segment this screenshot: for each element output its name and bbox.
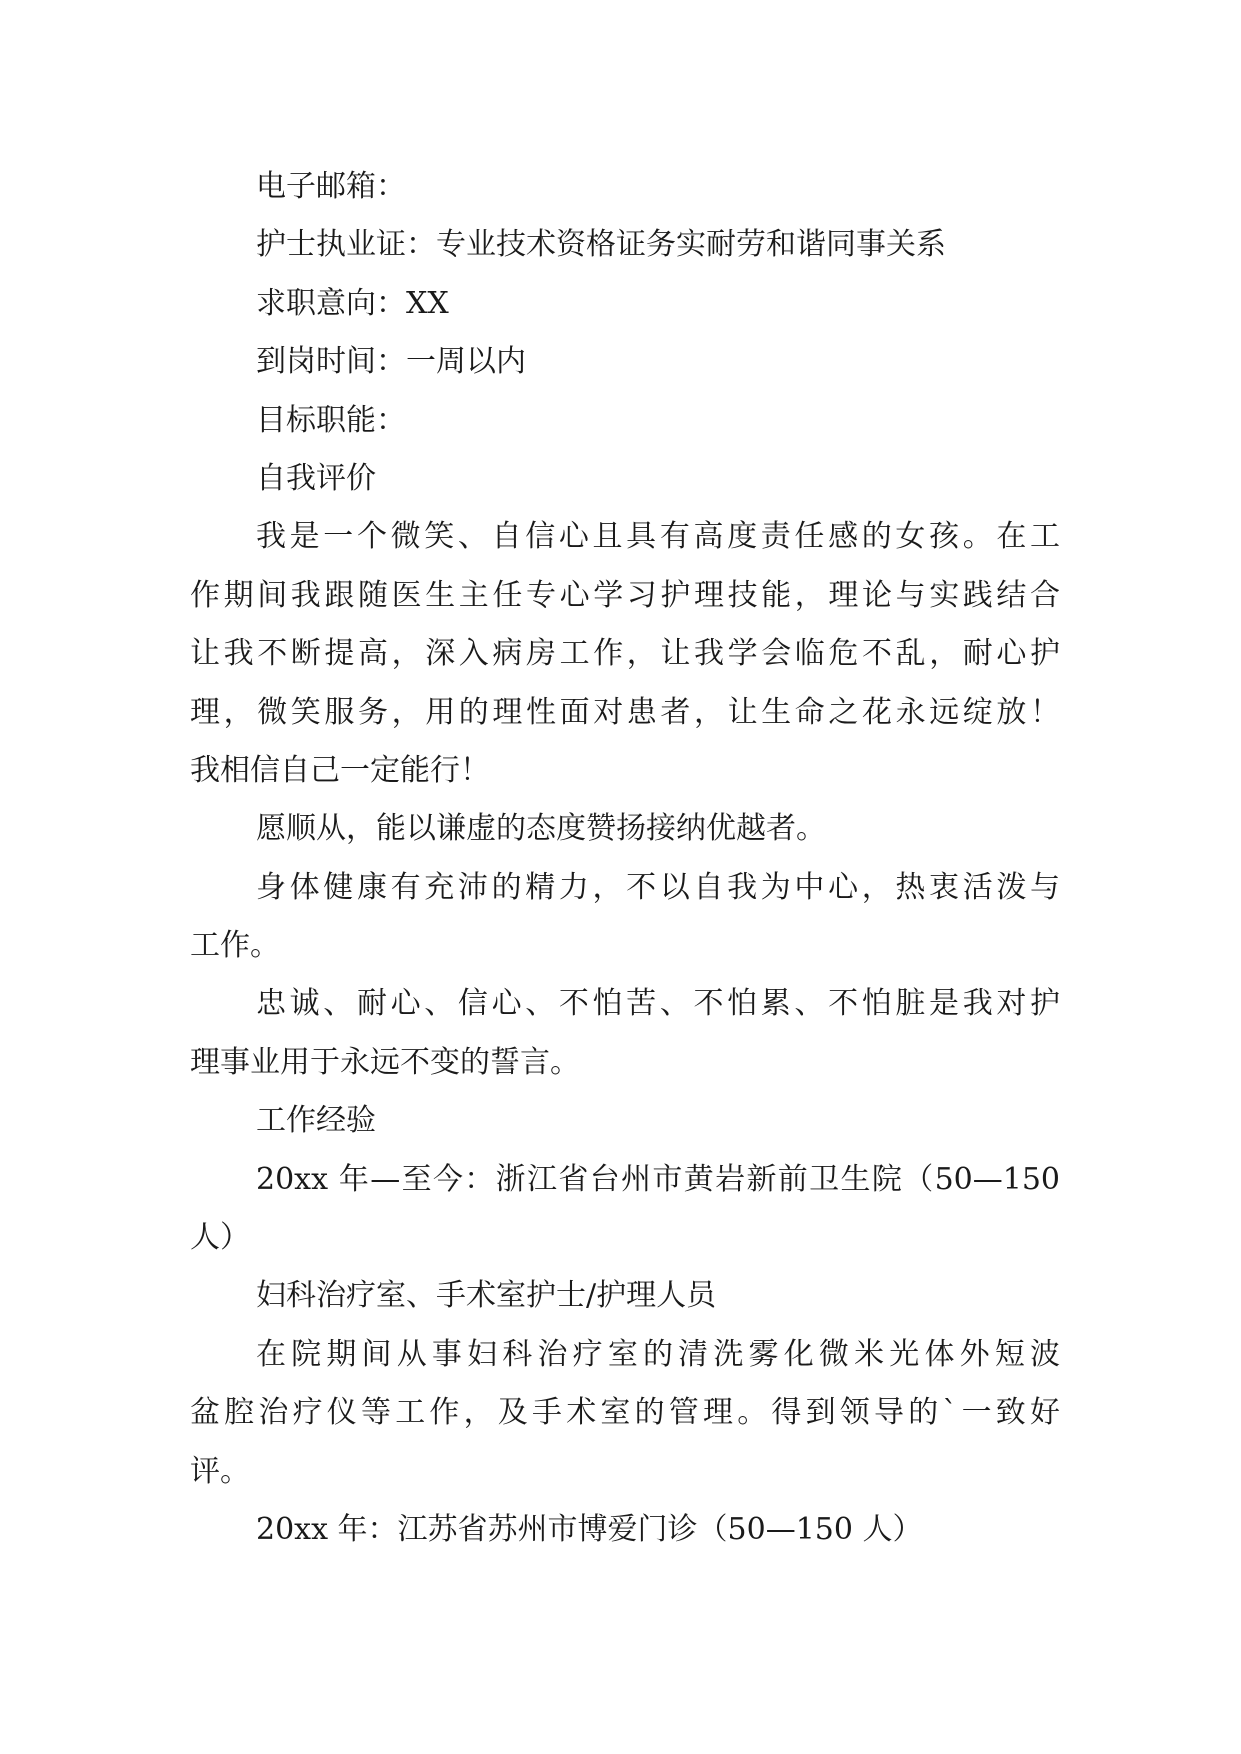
job-entry-line: 20xx 年：江苏省苏州市博爱门诊（50—150 人） [256, 1511, 923, 1547]
paragraph-line: 在院期间从事妇科治疗室的清洗雾化微米光体外短波 [256, 1336, 1060, 1372]
paragraph-line: 我相信自己一定能行！ [190, 752, 490, 788]
email-line: 电子邮箱： [256, 169, 406, 204]
section-heading-work-experience: 工作经验 [256, 1103, 376, 1139]
paragraph-line: 盆腔治疗仪等工作，及手术室的管理。得到领导的`一致好 [190, 1395, 1060, 1431]
section-heading-self-evaluation: 自我评价 [256, 460, 376, 496]
start-time-line: 到岗时间：一周以内 [256, 344, 526, 380]
paragraph-line: 愿顺从，能以谦虚的态度赞扬接纳优越者。 [256, 811, 826, 847]
paragraph-line: 作期间我跟随医生主任专心学习护理技能，理论与实践结合 [190, 577, 1060, 613]
paragraph-line: 理，微笑服务，用的理性面对患者，让生命之花永远绽放！ [190, 694, 1060, 730]
target-function-line: 目标职能： [256, 402, 406, 438]
nurse-license-line: 护士执业证：专业技术资格证务实耐劳和谐同事关系 [256, 227, 946, 263]
paragraph-line: 身体健康有充沛的精力，不以自我为中心，热衷活泼与 [256, 869, 1060, 905]
paragraph-line: 工作。 [190, 928, 280, 964]
paragraph-line: 忠诚、耐心、信心、不怕苦、不怕累、不怕脏是我对护 [256, 986, 1060, 1022]
paragraph-line: 让我不断提高，深入病房工作，让我学会临危不乱，耐心护 [190, 636, 1060, 672]
paragraph-line: 理事业用于永远不变的誓言。 [190, 1044, 580, 1080]
job-intention-line: 求职意向：XX [256, 285, 449, 321]
job-entry-line: 20xx 年—至今：浙江省台州市黄岩新前卫生院（50—150 [256, 1161, 1060, 1197]
document-page [190, 158, 1060, 1559]
job-title-line: 妇科治疗室、手术室护士/护理人员 [256, 1278, 717, 1314]
job-entry-line: 人） [190, 1220, 250, 1256]
paragraph-line: 评。 [190, 1453, 250, 1489]
paragraph-line: 我是一个微笑、自信心且具有高度责任感的女孩。在工 [256, 519, 1060, 555]
